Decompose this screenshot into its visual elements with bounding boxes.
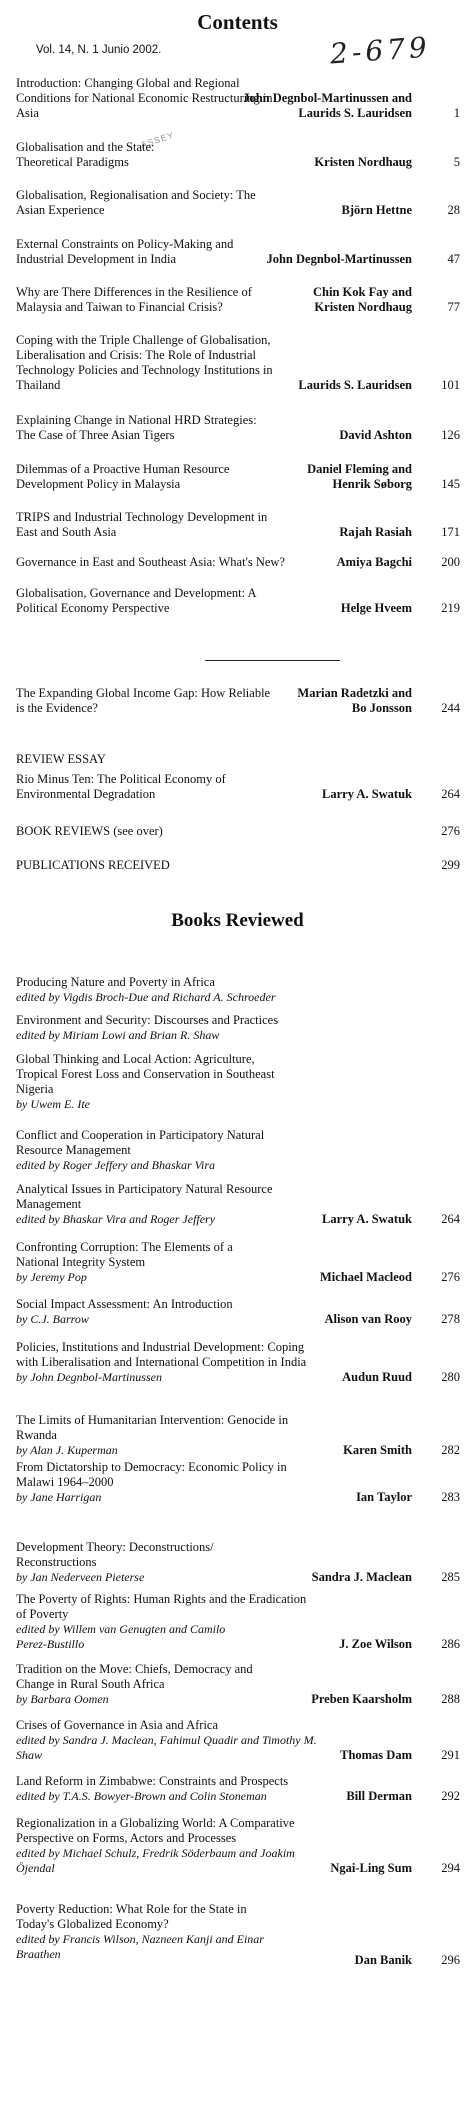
book-page: 278 xyxy=(441,1312,460,1326)
book-review-item[interactable] xyxy=(16,1128,460,1173)
book-reviewer: Bill Derman xyxy=(346,1789,412,1803)
book-title: Development Theory: Deconstructions/ Reconstructions xyxy=(16,1540,214,1569)
book-review-item[interactable] xyxy=(16,1340,460,1385)
book-page: 286 xyxy=(441,1637,460,1651)
book-editors: edited by Miriam Lowi and Brian R. Shaw xyxy=(16,1028,220,1042)
book-review-item[interactable] xyxy=(16,1540,460,1585)
entry-page: 200 xyxy=(441,555,460,569)
entry-title: Dilemmas of a Proactive Human Resource Development Policy in Malaysia xyxy=(16,462,230,491)
entry-page: 145 xyxy=(441,477,460,491)
books-reviewed-title: Books Reviewed xyxy=(171,910,304,931)
book-title: Land Reform in Zimbabwe: Constraints and Prospects xyxy=(16,1774,289,1788)
book-editors: edited by Willem van Genugten and Camilo Perez-Bustillo xyxy=(16,1622,226,1651)
entry-page: 276 xyxy=(441,824,460,838)
entry-author: Laurids S. Lauridsen xyxy=(298,378,412,392)
book-editors: edited by Roger Jeffery and Bhaskar Vira xyxy=(16,1158,216,1172)
book-title: Regionalization in a Globalizing World: A Comparative Perspective on Forms, Actors and Processes xyxy=(16,1816,295,1845)
entry-author: Larry A. Swatuk xyxy=(322,787,412,801)
book-title: Tradition on the Move: Chiefs, Democracy and Change in Rural South Africa xyxy=(16,1662,253,1691)
entry-title: BOOK REVIEWS (see over) xyxy=(16,824,163,838)
book-page: 276 xyxy=(441,1270,460,1284)
entry-author: Rajah Rasiah xyxy=(339,525,412,539)
entry-title: Why are There Differences in the Resilience of Malaysia and Taiwan to Financial Crisis? xyxy=(16,285,252,314)
handwritten-note: 2-679 xyxy=(328,30,432,71)
entry-page: 171 xyxy=(441,525,460,539)
entry-page: 28 xyxy=(447,203,460,217)
book-reviewer: Dan Banik xyxy=(354,1953,412,1967)
book-reviewer: Ian Taylor xyxy=(356,1490,412,1504)
entry-title: PUBLICATIONS RECEIVED xyxy=(16,858,170,872)
book-review-item[interactable] xyxy=(16,1297,460,1327)
entry-page: 47 xyxy=(447,252,460,266)
entry-page: 219 xyxy=(441,601,460,615)
book-title: Social Impact Assessment: An Introduction xyxy=(16,1297,233,1311)
book-reviewer: Karen Smith xyxy=(343,1443,412,1457)
book-editors: edited by Sandra J. Maclean, Fahimul Quadir and Timothy M. Shaw xyxy=(16,1733,317,1762)
review-essay-label: REVIEW ESSAY xyxy=(16,752,106,766)
book-title: Policies, Institutions and Industrial Development: Coping with Liberalisation and International Competition in India xyxy=(16,1340,307,1369)
book-editors: by John Degnbol-Martinussen xyxy=(16,1370,162,1384)
library-stamp: ASSEY xyxy=(139,129,176,151)
entry-author: Chin Kok Fay and Kristen Nordhaug xyxy=(313,285,412,314)
book-review-item[interactable] xyxy=(16,1460,460,1505)
book-review-item[interactable] xyxy=(16,1662,460,1707)
entry-title: TRIPS and Industrial Technology Development in East and South Asia xyxy=(16,510,268,539)
book-title: Analytical Issues in Participatory Natural Resource Management xyxy=(16,1182,273,1211)
book-title: Poverty Reduction: What Role for the State in Today's Globalized Economy? xyxy=(16,1902,247,1931)
book-title: Global Thinking and Local Action: Agriculture, Tropical Forest Loss and Conservation in Southeast Nigeria xyxy=(16,1052,275,1096)
book-editors: by C.J. Barrow xyxy=(16,1312,89,1326)
entry-author: Daniel Fleming and Henrik Søborg xyxy=(307,462,412,491)
entry-page: 244 xyxy=(441,701,460,715)
entry-title: Coping with the Triple Challenge of Globalisation, Liberalisation and Crisis: The Role of Industrial Technology Policies and Technology Institutions in Thailand xyxy=(16,333,273,392)
book-page: 280 xyxy=(441,1370,460,1384)
book-reviewer: Audun Ruud xyxy=(342,1370,412,1384)
entry-page: 299 xyxy=(441,858,460,872)
section-divider xyxy=(205,660,340,661)
book-page: 285 xyxy=(441,1570,460,1584)
book-review-item[interactable] xyxy=(16,1240,460,1285)
book-reviewer: Alison van Rooy xyxy=(324,1312,412,1326)
entry-title: Governance in East and Southeast Asia: What's New? xyxy=(16,555,285,569)
book-review-item[interactable] xyxy=(16,1182,460,1227)
entry-page: 264 xyxy=(441,787,460,801)
contents-title: Contents xyxy=(197,10,278,34)
entry-author: Marian Radetzki and Bo Jonsson xyxy=(297,686,412,715)
book-review-item[interactable] xyxy=(16,1052,460,1112)
book-title: Confronting Corruption: The Elements of a National Integrity System xyxy=(16,1240,233,1269)
entry-author: Amiya Bagchi xyxy=(336,555,412,569)
entry-title: Globalisation, Regionalisation and Society: The Asian Experience xyxy=(16,188,256,217)
book-review-item[interactable] xyxy=(16,1902,460,1967)
entry-title: Explaining Change in National HRD Strategies: The Case of Three Asian Tigers xyxy=(16,413,257,442)
entry-title: Globalisation and the State: Theoretical Paradigms xyxy=(16,140,155,169)
book-reviewer: Ngai-Ling Sum xyxy=(330,1861,412,1875)
book-page: 294 xyxy=(441,1861,460,1875)
entry-page: 5 xyxy=(453,155,460,169)
book-reviewer: J. Zoe Wilson xyxy=(339,1637,412,1651)
book-reviewer: Larry A. Swatuk xyxy=(322,1212,412,1226)
entry-title: Globalisation, Governance and Development: A Political Economy Perspective xyxy=(16,586,256,615)
book-title: Conflict and Cooperation in Participatory Natural Resource Management xyxy=(16,1128,265,1157)
book-editors: by Uwem E. Ite xyxy=(16,1097,90,1111)
book-page: 296 xyxy=(441,1953,460,1967)
book-review-item[interactable] xyxy=(16,1413,460,1458)
entry-author: John Degnbol-Martinussen and Laurids S. Lauridsen xyxy=(243,91,412,120)
book-title: Crises of Governance in Asia and Africa xyxy=(16,1718,219,1732)
book-page: 283 xyxy=(441,1490,460,1504)
book-title: From Dictatorship to Democracy: Economic Policy in Malawi 1964–2000 xyxy=(16,1460,287,1489)
entry-author: Kristen Nordhaug xyxy=(314,155,412,169)
entry-page: 101 xyxy=(441,378,460,392)
book-page: 291 xyxy=(441,1748,460,1762)
book-review-item[interactable] xyxy=(16,975,460,1005)
book-title: The Limits of Humanitarian Intervention: Genocide in Rwanda xyxy=(16,1413,289,1442)
book-reviewer: Sandra J. Maclean xyxy=(311,1570,412,1584)
volume-line: Vol. 14, N. 1 Junio 2002. xyxy=(36,44,162,56)
book-editors: edited by Michael Schulz, Fredrik Söderbaum and Joakim Öjendal xyxy=(16,1846,295,1875)
book-editors: by Jan Nederveen Pieterse xyxy=(16,1570,145,1584)
book-review-item[interactable] xyxy=(16,1718,460,1763)
book-title: Producing Nature and Poverty in Africa xyxy=(16,975,215,989)
book-reviewer: Thomas Dam xyxy=(340,1748,412,1762)
book-editors: by Jane Harrigan xyxy=(16,1490,102,1504)
book-editors: edited by Francis Wilson, Nazneen Kanji and Einar Braathen xyxy=(16,1932,264,1961)
book-editors: edited by Vigdis Broch-Due and Richard A. Schroeder xyxy=(16,990,276,1004)
entry-author: Björn Hettne xyxy=(341,203,412,217)
entry-page: 77 xyxy=(447,300,460,314)
entry-title: The Expanding Global Income Gap: How Reliable is the Evidence? xyxy=(16,686,271,715)
entry-author: John Degnbol-Martinussen xyxy=(266,252,412,266)
entry-title: Rio Minus Ten: The Political Economy of Environmental Degradation xyxy=(16,772,226,801)
book-title: The Poverty of Rights: Human Rights and the Eradication of Poverty xyxy=(16,1592,307,1621)
entry-page: 1 xyxy=(453,106,460,120)
book-reviewer: Michael Macleod xyxy=(320,1270,412,1284)
book-page: 288 xyxy=(441,1692,460,1706)
entry-author: Helge Hveem xyxy=(340,601,412,615)
book-review-item[interactable] xyxy=(16,1013,460,1043)
book-editors: by Barbara Oomen xyxy=(16,1692,109,1706)
book-page: 292 xyxy=(441,1789,460,1803)
book-editors: edited by Bhaskar Vira and Roger Jeffery xyxy=(16,1212,216,1226)
entry-author: David Ashton xyxy=(339,428,412,442)
book-page: 264 xyxy=(441,1212,460,1226)
book-editors: edited by T.A.S. Bowyer-Brown and Colin Stoneman xyxy=(16,1789,267,1803)
entry-page: 126 xyxy=(441,428,460,442)
book-review-item[interactable] xyxy=(16,1592,460,1652)
book-editors: by Jeremy Pop xyxy=(16,1270,87,1284)
entry-title: Introduction: Changing Global and Regional Conditions for National Economic Restructuring in Asia xyxy=(16,76,273,120)
book-review-item[interactable] xyxy=(16,1774,460,1804)
book-title: Environment and Security: Discourses and Practices xyxy=(16,1013,279,1027)
book-reviewer: Preben Kaarsholm xyxy=(311,1692,412,1706)
book-page: 282 xyxy=(441,1443,460,1457)
entry-title: External Constraints on Policy-Making and Industrial Development in India xyxy=(16,237,234,266)
book-editors: by Alan J. Kuperman xyxy=(16,1443,118,1457)
book-review-item[interactable] xyxy=(16,1816,460,1876)
